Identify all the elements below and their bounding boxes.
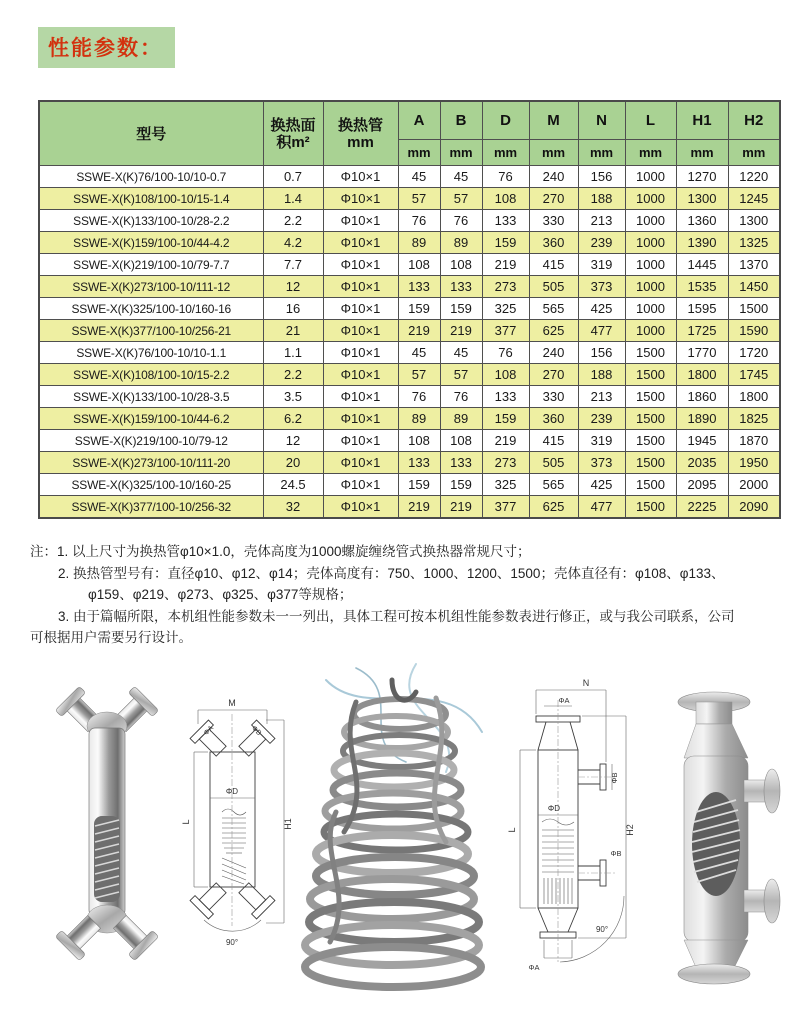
dim-label-phid: ΦD [225,787,239,796]
dim-value-cell: 219 [440,496,482,519]
dim-value-cell: 330 [529,386,578,408]
area-cell: 2.2 [263,364,323,386]
dim-value-cell: 239 [578,408,625,430]
dim-value-cell: 239 [578,232,625,254]
dim-value-cell: 1450 [728,276,780,298]
dim-value-cell: 57 [398,188,440,210]
model-cell: SSWE-X(K)108/100-10/15-2.2 [39,364,263,386]
dim-value-cell: 273 [482,452,529,474]
area-cell: 12 [263,276,323,298]
dim-value-cell: 57 [398,364,440,386]
dim-value-cell: 108 [398,254,440,276]
dim-value-cell: 1000 [625,276,676,298]
dim-value-cell: 1945 [676,430,728,452]
dim-value-cell: 133 [482,386,529,408]
dim-value-cell: 1500 [625,386,676,408]
dim-value-cell: 1590 [728,320,780,342]
dim-value-cell: 325 [482,474,529,496]
dim-value-cell: 108 [398,430,440,452]
area-cell: 1.4 [263,188,323,210]
side-nozzle-lower [744,879,780,923]
tube-cell: Φ10×1 [323,276,398,298]
dim-value-cell: 565 [529,298,578,320]
dim-label-phia-bottom: ΦA [528,963,540,972]
dim-value-cell: 1445 [676,254,728,276]
tube-cell: Φ10×1 [323,210,398,232]
dim-value-cell: 108 [440,254,482,276]
col-header-model: 型号 [39,101,263,166]
dim-value-cell: 325 [482,298,529,320]
dim-value-cell: 156 [578,342,625,364]
table-row [39,188,780,210]
tube-cell: Φ10×1 [323,342,398,364]
table-row [39,452,780,474]
dim-value-cell: 57 [440,188,482,210]
col-header-unit: mm [482,140,529,166]
table-row [39,298,780,320]
tube-cell: Φ10×1 [323,452,398,474]
model-cell: SSWE-X(K)133/100-10/28-3.5 [39,386,263,408]
bottom-nozzles [55,905,158,961]
dim-label-phid: ΦD [547,804,561,813]
dim-value-cell: 1270 [676,166,728,188]
dim-value-cell: 89 [440,408,482,430]
dim-value-cell: 1500 [625,430,676,452]
dim-value-cell: 89 [398,232,440,254]
dim-label-h1: H1 [283,818,293,830]
dim-value-cell: 213 [578,386,625,408]
model-cell: SSWE-X(K)219/100-10/79-12 [39,430,263,452]
dim-value-cell: 505 [529,276,578,298]
dim-value-cell: 188 [578,188,625,210]
dim-value-cell: 1500 [625,364,676,386]
dim-value-cell: 360 [529,408,578,430]
dim-value-cell: 270 [529,188,578,210]
dim-value-cell: 1300 [728,210,780,232]
dim-value-cell: 2225 [676,496,728,519]
area-cell: 21 [263,320,323,342]
tube-cell: Φ10×1 [323,364,398,386]
dim-value-cell: 1360 [676,210,728,232]
dim-value-cell: 1390 [676,232,728,254]
col-header-dim-L: L [625,101,676,140]
note-line: 注：1. 以上尺寸为换热管φ10×1.0，壳体高度为1000螺旋缠绕管式换热器常规尺寸； [30,544,531,559]
dim-value-cell: 89 [398,408,440,430]
tube-cell: Φ10×1 [323,430,398,452]
dim-label-l: L [507,827,517,833]
col-header-area-line1: 换热面 [270,116,316,134]
dimension-drawing-x-type [170,680,298,958]
dim-value-cell: 156 [578,166,625,188]
model-cell: SSWE-X(K)377/100-10/256-32 [39,496,263,519]
col-header-dim-A: A [398,101,440,140]
col-header-area-line2: 积m² [276,133,310,151]
dim-label-phib-lower: ΦB [610,849,622,858]
dim-value-cell: 360 [529,232,578,254]
page-title: 性能参数： [38,27,175,68]
col-header-dim-N: N [578,101,625,140]
dim-label-phib-upper: ΦB [610,772,619,784]
table-row [39,276,780,298]
col-header-dim-D: D [482,101,529,140]
dim-value-cell: 45 [398,166,440,188]
table-row [39,166,780,188]
dim-value-cell: 76 [440,210,482,232]
table-row [39,254,780,276]
coil-window [692,792,740,896]
dim-value-cell: 330 [529,210,578,232]
dim-label-phia-top: ΦA [558,696,570,705]
area-cell: 2.2 [263,210,323,232]
dim-value-cell: 1000 [625,232,676,254]
dim-value-cell: 415 [529,430,578,452]
dim-value-cell: 1500 [625,496,676,519]
dim-label-h2: H2 [625,824,635,836]
dim-value-cell: 2035 [676,452,728,474]
dim-value-cell: 76 [482,342,529,364]
dim-value-cell: 477 [578,496,625,519]
col-header-dim-H1: H1 [676,101,728,140]
dim-value-cell: 1500 [625,408,676,430]
dim-value-cell: 1000 [625,320,676,342]
dim-value-cell: 219 [440,320,482,342]
dim-value-cell: 89 [440,232,482,254]
dim-value-cell: 133 [398,452,440,474]
tube-cell: Φ10×1 [323,474,398,496]
tube-cell: Φ10×1 [323,254,398,276]
tube-cell: Φ10×1 [323,386,398,408]
performance-parameters-table [38,100,781,519]
area-cell: 0.7 [263,166,323,188]
dim-value-cell: 1325 [728,232,780,254]
area-cell: 6.2 [263,408,323,430]
dim-value-cell: 425 [578,474,625,496]
dim-value-cell: 45 [440,342,482,364]
model-cell: SSWE-X(K)219/100-10/79-7.7 [39,254,263,276]
tube-cell: Φ10×1 [323,232,398,254]
col-header-area [263,101,323,166]
dim-value-cell: 219 [482,430,529,452]
dim-value-cell: 1595 [676,298,728,320]
dim-value-cell: 1500 [625,342,676,364]
table-row [39,342,780,364]
dim-label-90deg: 90° [595,925,609,934]
dim-value-cell: 76 [482,166,529,188]
dim-value-cell: 45 [398,342,440,364]
dim-value-cell: 1500 [728,298,780,320]
dim-value-cell: 1370 [728,254,780,276]
area-cell: 20 [263,452,323,474]
col-header-unit: mm [625,140,676,166]
dim-value-cell: 76 [440,386,482,408]
area-cell: 1.1 [263,342,323,364]
dim-value-cell: 373 [578,276,625,298]
table-row [39,496,780,519]
note-line: 2. 换热管型号有：直径φ10、φ12、φ14；壳体高度有：750、1000、1200、1500；壳体直径有：φ108、φ133、 [58,565,725,581]
model-cell: SSWE-X(K)76/100-10/10-0.7 [39,166,263,188]
model-cell: SSWE-X(K)159/100-10/44-6.2 [39,408,263,430]
col-header-unit: mm [398,140,440,166]
coil-hatch [222,809,246,884]
dim-value-cell: 1745 [728,364,780,386]
dim-value-cell: 133 [482,210,529,232]
dim-value-cell: 1725 [676,320,728,342]
dim-value-cell: 76 [398,386,440,408]
dim-value-cell: 159 [398,298,440,320]
dim-value-cell: 377 [482,320,529,342]
note-line: φ159、φ219、φ273、φ325、φ377等规格； [88,587,353,602]
dim-value-cell: 45 [440,166,482,188]
dim-value-cell: 1000 [625,210,676,232]
dimension-drawing-k-type [486,670,641,976]
dim-value-cell: 1860 [676,386,728,408]
dim-value-cell: 1535 [676,276,728,298]
coil-window [94,816,120,902]
area-cell: 32 [263,496,323,519]
area-cell: 4.2 [263,232,323,254]
dim-value-cell: 2095 [676,474,728,496]
dim-value-cell: 240 [529,342,578,364]
area-cell: 16 [263,298,323,320]
dim-value-cell: 159 [440,298,482,320]
dim-value-cell: 57 [440,364,482,386]
dim-value-cell: 1825 [728,408,780,430]
dim-value-cell: 159 [482,232,529,254]
dim-label-m: M [228,698,236,708]
col-header-unit: mm [440,140,482,166]
dim-value-cell: 133 [398,276,440,298]
dim-label-n: N [582,678,590,688]
dim-value-cell: 219 [398,320,440,342]
table-row [39,408,780,430]
dim-value-cell: 625 [529,320,578,342]
tube-cell: Φ10×1 [323,408,398,430]
col-header-unit: mm [578,140,625,166]
table-header-row-1 [39,101,780,140]
product-photo-side-nozzle-exchanger [644,672,796,998]
table-body [39,166,780,519]
dim-value-cell: 319 [578,430,625,452]
tube-cell: Φ10×1 [323,298,398,320]
dim-value-cell: 108 [482,188,529,210]
model-cell: SSWE-X(K)273/100-10/111-12 [39,276,263,298]
col-header-tube-line2: mm [347,133,374,151]
dim-value-cell: 1890 [676,408,728,430]
table-row [39,386,780,408]
dim-value-cell: 425 [578,298,625,320]
col-header-tube-line1: 换热管 [337,116,383,134]
dim-value-cell: 505 [529,452,578,474]
table-row [39,210,780,232]
dim-value-cell: 1720 [728,342,780,364]
area-cell: 3.5 [263,386,323,408]
dim-value-cell: 270 [529,364,578,386]
dim-label-phib: ΦB [249,724,263,738]
tube-cell: Φ10×1 [323,320,398,342]
model-cell: SSWE-X(K)159/100-10/44-4.2 [39,232,263,254]
model-cell: SSWE-X(K)377/100-10/256-21 [39,320,263,342]
dim-value-cell: 1870 [728,430,780,452]
dim-value-cell: 1500 [625,452,676,474]
dim-value-cell: 1000 [625,188,676,210]
dim-value-cell: 377 [482,496,529,519]
note-line: 3. 由于篇幅所限，本机组性能参数未一一列出，具体工程可按本机组性能参数表进行修正，或与我公司联系，公司 [58,608,735,624]
area-cell: 24.5 [263,474,323,496]
dim-value-cell: 133 [440,276,482,298]
dim-value-cell: 1000 [625,298,676,320]
model-cell: SSWE-X(K)325/100-10/160-25 [39,474,263,496]
dim-value-cell: 188 [578,364,625,386]
col-header-dim-M: M [529,101,578,140]
col-header-unit: mm [728,140,780,166]
dim-value-cell: 159 [482,408,529,430]
tube-cell: Φ10×1 [323,166,398,188]
dim-value-cell: 1800 [676,364,728,386]
dim-value-cell: 1220 [728,166,780,188]
dim-value-cell: 1800 [728,386,780,408]
col-header-unit: mm [676,140,728,166]
dim-value-cell: 159 [398,474,440,496]
col-header-tube [323,101,398,166]
dim-value-cell: 2000 [728,474,780,496]
dim-value-cell: 1000 [625,166,676,188]
dim-value-cell: 415 [529,254,578,276]
table-row [39,320,780,342]
model-cell: SSWE-X(K)76/100-10/10-1.1 [39,342,263,364]
model-cell: SSWE-X(K)325/100-10/160-16 [39,298,263,320]
side-nozzle-upper [744,769,780,813]
dim-value-cell: 219 [398,496,440,519]
dim-label-l: L [181,819,191,825]
table-row [39,364,780,386]
dim-value-cell: 373 [578,452,625,474]
dim-value-cell: 1950 [728,452,780,474]
dim-value-cell: 273 [482,276,529,298]
dim-value-cell: 1000 [625,254,676,276]
notes-block [30,541,778,649]
table-row [39,474,780,496]
dim-value-cell: 625 [529,496,578,519]
dim-value-cell: 1245 [728,188,780,210]
tube-cell: Φ10×1 [323,496,398,519]
dim-value-cell: 108 [482,364,529,386]
dim-value-cell: 1300 [676,188,728,210]
dim-value-cell: 219 [482,254,529,276]
dim-value-cell: 213 [578,210,625,232]
tube-cell: Φ10×1 [323,188,398,210]
dim-label-phia: ΦA [202,724,216,738]
coiled-tube-bundle-photo [296,662,494,998]
dim-value-cell: 319 [578,254,625,276]
dim-value-cell: 1770 [676,342,728,364]
dim-value-cell: 76 [398,210,440,232]
model-cell: SSWE-X(K)273/100-10/111-20 [39,452,263,474]
table-row [39,430,780,452]
area-cell: 12 [263,430,323,452]
model-cell: SSWE-X(K)133/100-10/28-2.2 [39,210,263,232]
dim-value-cell: 159 [440,474,482,496]
dim-value-cell: 2090 [728,496,780,519]
model-cell: SSWE-X(K)108/100-10/15-1.4 [39,188,263,210]
col-header-dim-H2: H2 [728,101,780,140]
dim-value-cell: 240 [529,166,578,188]
product-photo-x-type-exchanger [42,676,172,972]
dim-value-cell: 565 [529,474,578,496]
dim-value-cell: 133 [440,452,482,474]
dim-value-cell: 477 [578,320,625,342]
dim-label-90deg: 90° [225,938,239,947]
area-cell: 7.7 [263,254,323,276]
figures-row [0,662,800,1020]
note-line: 可根据用户需要另行设计。 [30,630,192,645]
col-header-unit: mm [529,140,578,166]
table-row [39,232,780,254]
col-header-dim-B: B [440,101,482,140]
dim-value-cell: 1500 [625,474,676,496]
dim-value-cell: 108 [440,430,482,452]
